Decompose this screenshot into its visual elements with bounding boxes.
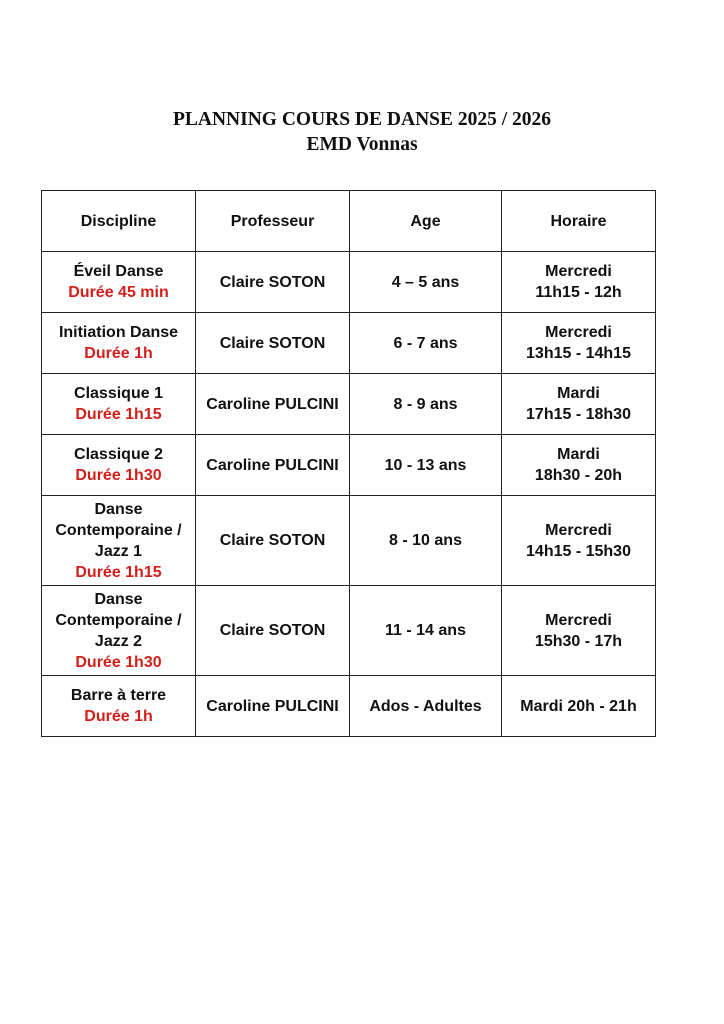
discipline-name-line-3: Jazz 2 xyxy=(94,632,143,650)
discipline-name: Initiation Danse xyxy=(58,324,179,341)
age-cell: Ados - Adultes xyxy=(350,676,502,737)
duration-label: Durée 45 min xyxy=(68,284,169,301)
horaire-cell xyxy=(502,252,656,313)
duration-label: Durée 1h xyxy=(84,708,153,725)
discipline-name-line-1: Danse xyxy=(94,500,143,518)
duration-label: Durée 1h15 xyxy=(75,406,162,423)
discipline-name: Classique 2 xyxy=(74,446,163,463)
age-cell: 4 – 5 ans xyxy=(350,252,502,313)
discipline-name-line-3: Jazz 1 xyxy=(94,542,143,560)
horaire-day: Mercredi xyxy=(545,521,612,539)
horaire-cell xyxy=(502,496,656,586)
table-row xyxy=(42,252,656,313)
discipline-cell xyxy=(42,435,196,496)
table-row xyxy=(42,313,656,374)
age-cell: 10 - 13 ans xyxy=(350,435,502,496)
duration-label: Durée 1h15 xyxy=(75,563,162,581)
horaire-time: 14h15 - 15h30 xyxy=(526,542,631,560)
professeur-cell: Claire SOTON xyxy=(196,496,350,586)
header-age: Age xyxy=(350,191,502,252)
professeur-cell: Claire SOTON xyxy=(196,252,350,313)
horaire-cell xyxy=(502,374,656,435)
table-row xyxy=(42,374,656,435)
age-cell: 6 - 7 ans xyxy=(350,313,502,374)
discipline-cell xyxy=(42,676,196,737)
professeur-cell: Caroline PULCINI xyxy=(196,435,350,496)
horaire-cell: Mardi 20h - 21h xyxy=(502,676,656,737)
header-discipline: Discipline xyxy=(42,191,196,252)
duration-label: Durée 1h30 xyxy=(75,653,162,671)
table-row xyxy=(42,586,656,676)
discipline-name-line-1: Danse xyxy=(94,590,143,608)
horaire-day: Mardi xyxy=(557,385,600,402)
horaire-day: Mercredi xyxy=(545,324,612,341)
horaire-cell xyxy=(502,586,656,676)
horaire-time: 17h15 - 18h30 xyxy=(526,406,631,423)
horaire-time: 15h30 - 17h xyxy=(534,632,623,650)
horaire-cell xyxy=(502,313,656,374)
duration-label: Durée 1h30 xyxy=(75,467,162,484)
duration-label: Durée 1h xyxy=(84,345,153,362)
discipline-cell xyxy=(42,496,196,586)
horaire-cell xyxy=(502,435,656,496)
title-line-2: EMD Vonnas xyxy=(306,134,418,155)
discipline-cell xyxy=(42,374,196,435)
age-cell: 11 - 14 ans xyxy=(350,586,502,676)
age-cell: 8 - 9 ans xyxy=(350,374,502,435)
discipline-name: Éveil Danse xyxy=(73,263,164,280)
horaire-day: Mardi xyxy=(557,446,600,463)
schedule-table xyxy=(41,190,656,737)
professeur-cell: Claire SOTON xyxy=(196,586,350,676)
discipline-name-line-2: Contemporaine / xyxy=(55,521,182,539)
header-horaire: Horaire xyxy=(502,191,656,252)
age-cell: 8 - 10 ans xyxy=(350,496,502,586)
page-title xyxy=(0,107,724,157)
table-row xyxy=(42,435,656,496)
horaire-time: 18h30 - 20h xyxy=(534,467,623,484)
discipline-name: Barre à terre xyxy=(70,687,167,704)
professeur-cell: Caroline PULCINI xyxy=(196,676,350,737)
horaire-time: 11h15 - 12h xyxy=(535,284,622,301)
title-line-1: PLANNING COURS DE DANSE 2025 / 2026 xyxy=(172,109,552,130)
discipline-name-line-2: Contemporaine / xyxy=(55,611,182,629)
header-row xyxy=(42,191,656,252)
discipline-cell xyxy=(42,586,196,676)
professeur-cell: Claire SOTON xyxy=(196,313,350,374)
professeur-cell: Caroline PULCINI xyxy=(196,374,350,435)
discipline-name: Classique 1 xyxy=(74,385,163,402)
table-row xyxy=(42,676,656,737)
discipline-cell xyxy=(42,313,196,374)
table-row xyxy=(42,496,656,586)
horaire-time: 13h15 - 14h15 xyxy=(526,345,631,362)
header-professeur: Professeur xyxy=(196,191,350,252)
horaire-day: Mercredi xyxy=(545,611,612,629)
discipline-cell xyxy=(42,252,196,313)
horaire-day: Mercredi xyxy=(545,263,612,280)
